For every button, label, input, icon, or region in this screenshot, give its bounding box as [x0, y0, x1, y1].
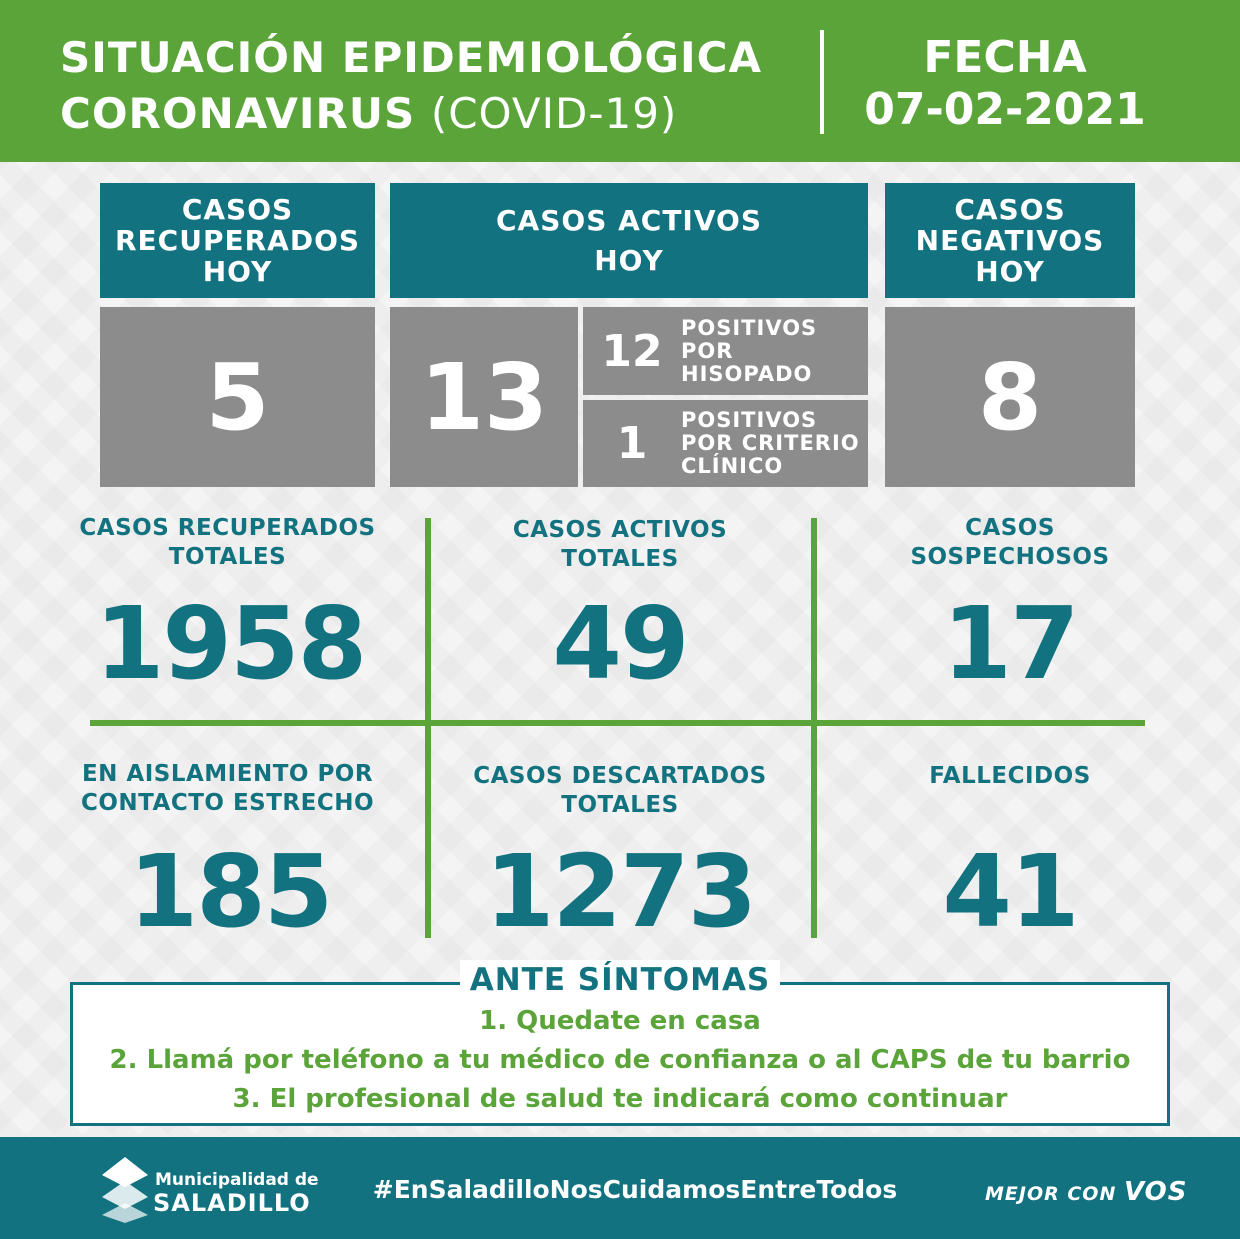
descartados-label: [450, 762, 790, 820]
logo-saladillo: SALADILLO: [153, 1189, 311, 1217]
sospechosos-label: [880, 514, 1140, 572]
recuperados-hoy-label-2: RECUPERADOS: [114, 224, 361, 257]
recuperados-hoy-header: [100, 183, 375, 298]
recuperados-totales-label-2: TOTALES: [168, 544, 287, 570]
sospechosos-label-1: CASOS: [965, 515, 1055, 541]
grid-line-vertical-left: [425, 518, 431, 938]
sospechosos-label-2: SOSPECHOSOS: [910, 544, 1110, 570]
criterio-clinico-label-3: CLÍNICO: [681, 454, 784, 478]
negativos-hoy-label-2: NEGATIVOS: [915, 224, 1105, 257]
date-value: 07-02-2021: [864, 84, 1146, 135]
recuperados-hoy-box: [100, 307, 375, 487]
title-line-1: SITUACIÓN EPIDEMIOLÓGICA: [60, 33, 762, 82]
title-line-2: [60, 86, 762, 142]
negativos-hoy-value: 8: [977, 343, 1042, 451]
negativos-hoy-box: [885, 307, 1135, 487]
recuperados-totales-label: [70, 514, 385, 572]
header-banner: [0, 0, 1240, 162]
hisopado-box: [583, 307, 868, 395]
footer-banner: [0, 1137, 1240, 1239]
activos-hoy-label-1: CASOS ACTIVOS: [496, 203, 762, 237]
fallecidos-value: 41: [942, 833, 1078, 950]
criterio-clinico-label: [681, 409, 860, 478]
sintomas-line-2: 2. Llamá por teléfono a tu médico de confianza o al CAPS de tu barrio: [109, 1045, 1131, 1075]
logo-municipalidad: Municipalidad de: [155, 1170, 319, 1190]
activos-hoy-box: [390, 307, 578, 487]
mejor-con-text: MEJOR CON: [985, 1183, 1117, 1205]
header-divider: [820, 30, 824, 134]
activos-hoy-header: [390, 183, 868, 298]
hisopado-value: 12: [601, 325, 663, 377]
footer-hashtag: #EnSaladilloNosCuidamosEntreTodos: [372, 1175, 898, 1204]
criterio-clinico-label-1: POSITIVOS: [681, 408, 818, 432]
recuperados-hoy-label-1: CASOS: [181, 193, 294, 226]
sintomas-line-3: 3. El profesional de salud te indicará como continuar: [232, 1084, 1008, 1114]
activos-totales-value: 49: [552, 585, 688, 702]
title-coronavirus: CORONAVIRUS: [60, 89, 416, 138]
sintomas-title: ANTE SÍNTOMAS: [460, 960, 780, 1000]
descartados-label-2: TOTALES: [561, 792, 679, 818]
criterio-clinico-box: [583, 400, 868, 487]
date-label: FECHA: [923, 32, 1087, 83]
negativos-hoy-header: [885, 183, 1135, 298]
activos-hoy-value: 13: [419, 343, 549, 451]
hisopado-label-3: HISOPADO: [681, 361, 813, 386]
hisopado-label-1: POSITIVOS: [681, 315, 818, 340]
descartados-value: 1273: [484, 833, 756, 950]
recuperados-totales-label-1: CASOS RECUPERADOS: [79, 515, 376, 541]
grid-line-horizontal: [90, 720, 1145, 726]
aislamiento-label-1: EN AISLAMIENTO POR: [81, 761, 374, 787]
activos-totales-label-1: CASOS ACTIVOS: [512, 517, 728, 543]
aislamiento-value: 185: [128, 833, 332, 950]
activos-hoy-label-2: HOY: [594, 243, 664, 277]
fallecidos-label: FALLECIDOS: [929, 763, 1091, 789]
date-block: [850, 32, 1160, 136]
mejor-con-vos: [985, 1177, 1187, 1207]
activos-totales-label-2: TOTALES: [561, 546, 679, 572]
page-title: [60, 30, 762, 142]
hisopado-label-2: POR: [681, 338, 734, 363]
descartados-label-1: CASOS DESCARTADOS: [473, 763, 767, 789]
criterio-clinico-label-2: POR CRITERIO: [681, 431, 860, 455]
recuperados-hoy-label-3: HOY: [202, 255, 273, 288]
sintomas-line-1: 1. Quedate en casa: [479, 1006, 761, 1036]
recuperados-hoy-value: 5: [205, 343, 270, 451]
saladillo-logo-icon: [100, 1157, 150, 1223]
hisopado-label: [681, 317, 817, 386]
recuperados-totales-value: 1958: [94, 585, 366, 702]
sospechosos-value: 17: [942, 585, 1078, 702]
negativos-hoy-label-1: CASOS: [954, 193, 1066, 226]
aislamiento-label: [70, 760, 385, 818]
criterio-clinico-value: 1: [616, 418, 648, 469]
activos-totales-label: [450, 516, 790, 574]
aislamiento-label-2: CONTACTO ESTRECHO: [80, 790, 375, 816]
vos-text: VOS: [1123, 1177, 1188, 1207]
negativos-hoy-label-3: HOY: [975, 255, 1045, 288]
grid-line-vertical-right: [811, 518, 817, 938]
title-covid: (COVID-19): [430, 89, 678, 138]
